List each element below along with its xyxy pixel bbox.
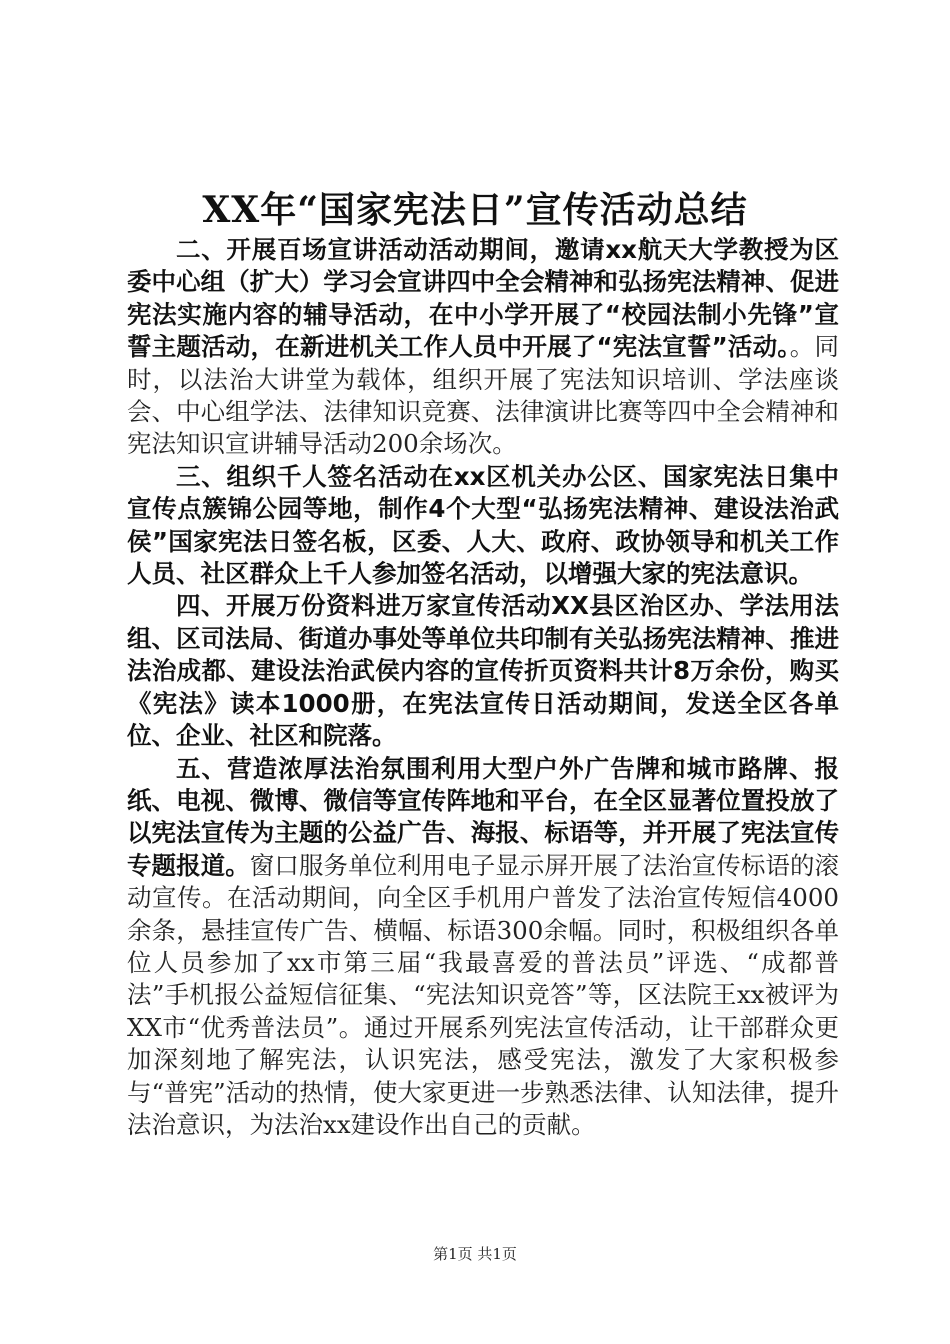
paragraph-legal-atmosphere: [127, 753, 839, 1142]
paragraph-text: 四、开展万份资料进万家宣传活动XX县区治区办、学法用法组、区司法局、街道办事处等单位共印制有关弘扬宪法精神、推进法治成都、建设法治武侯内容的宣传折页资料共计8万余份，购买《宪法》读本1000册，在宪法宣传日活动期间，发送全区各单位、企业、社区和院落。: [127, 591, 839, 751]
paragraph-text: 五、营造浓厚法治氛围利用大型户外广告牌和城市路牌、报纸、电视、微博、微信等宣传阵地和平台，在全区显著位置投放了以宪法宣传为主题的公益广告、海报、标语等，并开展了宪法宣传专题报道。: [127, 753, 839, 880]
paragraph-signature-campaign: [127, 461, 839, 591]
document-title: XX年“国家宪法日”宣传活动总结: [202, 189, 748, 231]
paragraph-publicity-lectures: [127, 234, 839, 461]
page-footer: 第1页 共1页: [433, 1245, 517, 1263]
paragraph-text: 二、开展百场宣讲活动活动期间，邀请xx航天大学教授为区委中心组（扩大）学习会宣讲四中全会精神和弘扬宪法精神、促进宪法实施内容的辅导活动，在中小学开展了“校园法制小先锋”宣誓主题活动，在新进机关工作人员中开展了“宪法宣誓”活动。: [127, 235, 839, 362]
paragraph-text-continued: 。同时，以法治大讲堂为载体，组织开展了宪法知识培训、学法座谈会、中心组学法、法律知识竞赛、法律演讲比赛等四中全会精神和宪法知识宣讲辅导活动200余场次。: [127, 332, 840, 459]
paragraph-text-continued: 窗口服务单位利用电子显示屏开展了法治宣传标语的滚动宣传。在活动期间，向全区手机用户普发了法治宣传短信4000余条，悬挂宣传广告、横幅、标语300余幅。同时，积极组织各单位人员参加了xx市第三届“我最喜爱的普法员”评选、“成都普法”手机报公益短信征集、“宪法知识竞答”等，区法院王xx被评为XX市“优秀普法员”。通过开展系列宪法宣传活动，让干部群众更加深刻地了解宪法，认识宪法，感受宪法，激发了大家积极参与“普宪”活动的热情，使大家更进一步熟悉法律、认知法律，提升法治意识，为法治xx建设作出自己的贡献。: [127, 850, 840, 1139]
paragraph-text: 三、组织千人签名活动在xx区机关办公区、国家宪法日集中宣传点簇锦公园等地，制作4个大型“弘扬宪法精神、建设法治武侯”国家宪法日签名板，区委、人大、政府、政协领导和机关工作人员、社区群众上千人参加签名活动，以增强大家的宪法意识。: [127, 461, 839, 589]
paragraph-materials-distribution: [127, 590, 839, 752]
document-body: [127, 234, 839, 1141]
